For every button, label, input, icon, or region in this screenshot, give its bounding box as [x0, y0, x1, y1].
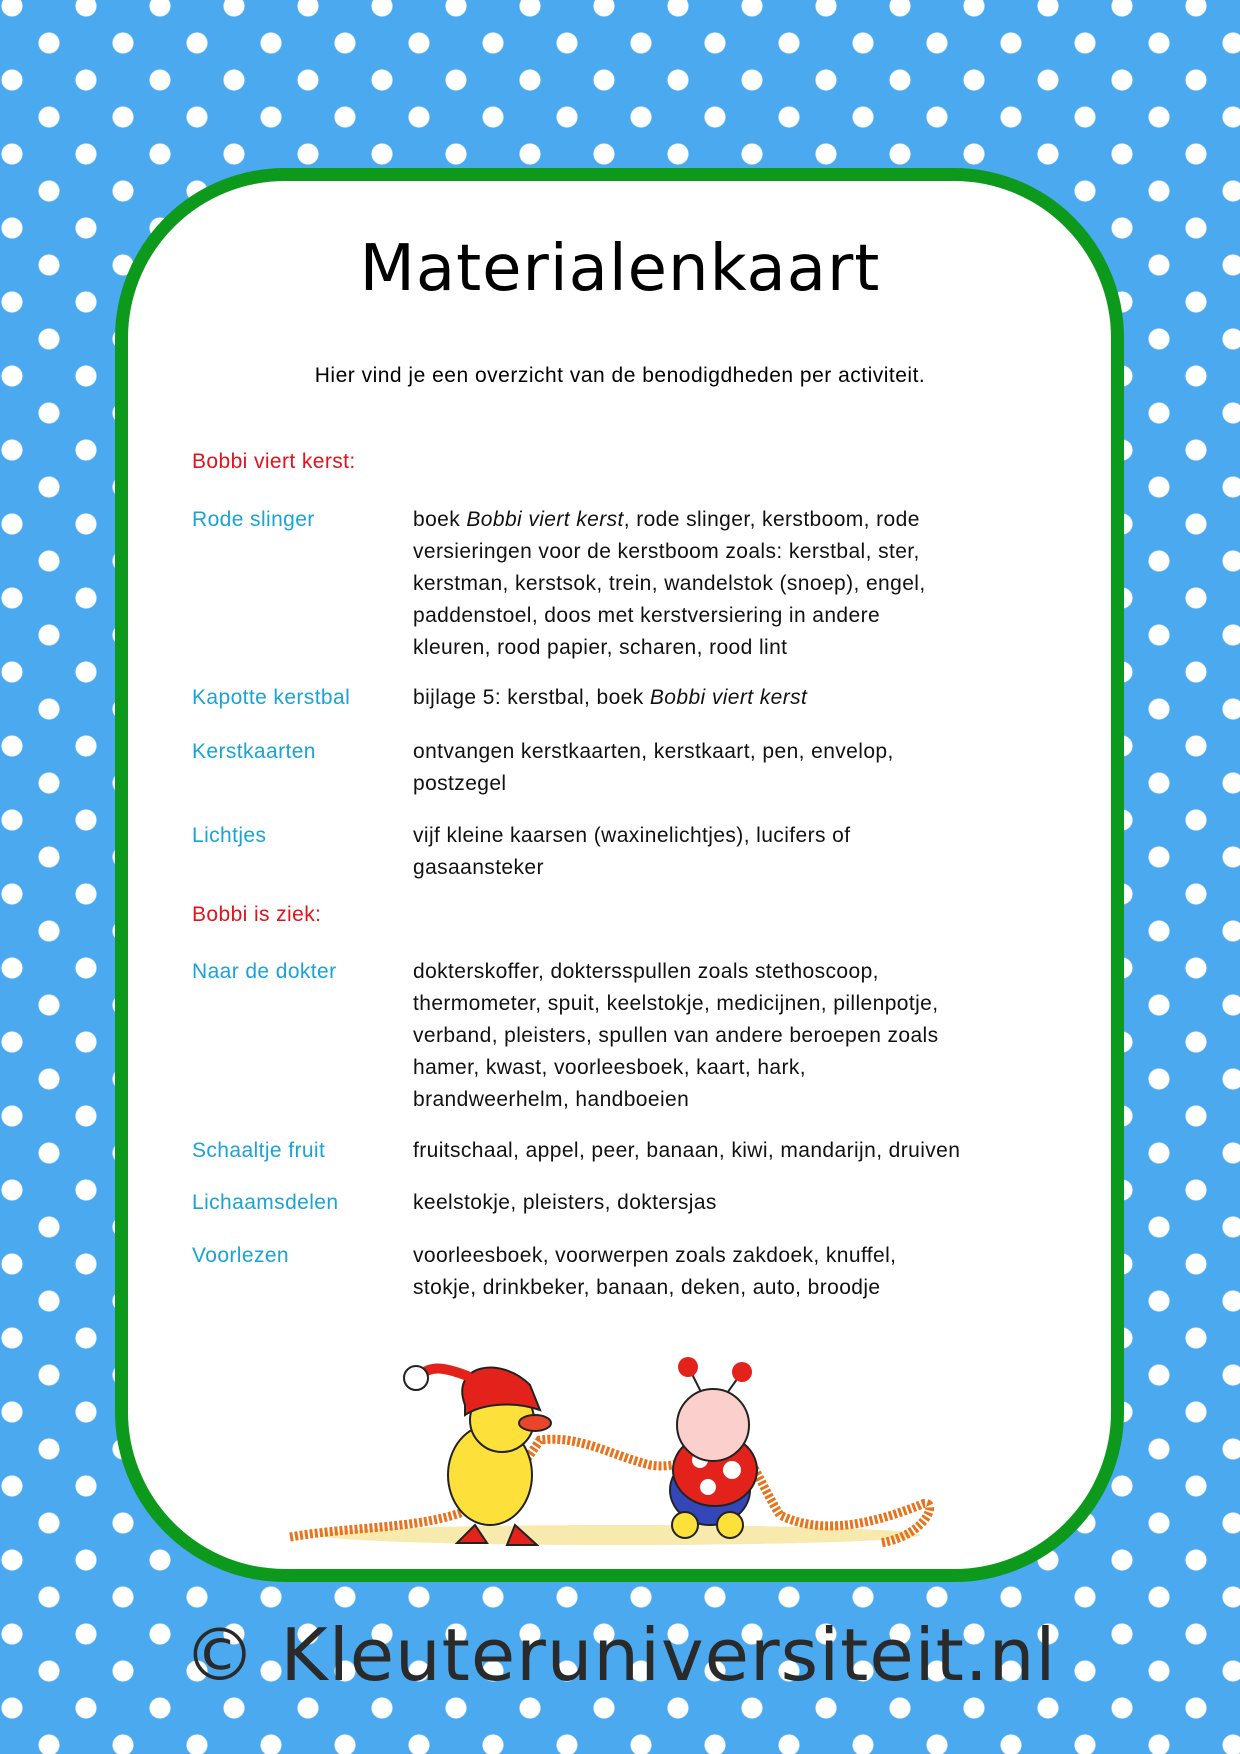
materials-line — [413, 1084, 1063, 1116]
activity-label: Lichtjes — [192, 824, 267, 847]
text-segment: boek — [413, 508, 467, 531]
text-segment: keelstokje, pleisters, doktersjas — [413, 1191, 717, 1214]
text-segment: hamer, kwast, voorleesboek, kaart, hark, — [413, 1056, 807, 1079]
materials-line — [413, 536, 1063, 568]
intro-text: Hier vind je een overzicht van de benodigdheden per activiteit. — [314, 364, 926, 387]
materials-line — [413, 768, 1063, 800]
materials-text — [413, 956, 1063, 1116]
materials-text — [413, 682, 1063, 714]
materials-line — [413, 820, 1063, 852]
activity-label: Naar de dokter — [192, 960, 337, 983]
text-segment: vijf kleine kaarsen (waxinelichtjes), lucifers of — [413, 824, 851, 847]
book-title: Bobbi viert kerst — [649, 686, 808, 709]
materials-line — [413, 600, 1063, 632]
ladybug — [670, 1357, 757, 1538]
materials-line — [413, 1240, 1063, 1272]
text-segment: dokterskoffer, doktersspullen zoals stethoscoop, — [413, 960, 879, 983]
activity-label: Schaaltje fruit — [192, 1139, 326, 1162]
text-segment: paddenstoel, doos met kerstversiering in andere — [413, 604, 881, 627]
activity-label: Kerstkaarten — [192, 740, 316, 763]
page-title: Materialenkaart — [359, 232, 881, 306]
materials-line — [413, 1187, 1063, 1219]
text-segment: brandweerhelm, handboeien — [413, 1088, 690, 1111]
materials-text — [413, 504, 1063, 664]
materials-line — [413, 1272, 1063, 1304]
text-segment: fruitschaal, appel, peer, banaan, kiwi, mandarijn, druiven — [413, 1139, 961, 1162]
activity-label: Voorlezen — [192, 1244, 290, 1267]
materials-line — [413, 852, 1063, 884]
section-heading: Bobbi is ziek: — [192, 903, 322, 926]
materials-text — [413, 736, 1063, 800]
activity-label: Rode slinger — [192, 508, 315, 531]
materials-line — [413, 1020, 1063, 1052]
text-segment: verband, pleisters, spullen van andere beroepen zoals — [413, 1024, 939, 1047]
materials-line — [413, 736, 1063, 768]
materials-text — [413, 1135, 1063, 1167]
text-segment: kerstman, kerstsok, trein, wandelstok (snoep), engel, — [413, 572, 926, 595]
text-segment: ontvangen kerstkaarten, kerstkaart, pen, envelop, — [413, 740, 894, 763]
text-segment: gasaansteker — [413, 856, 544, 879]
materials-line — [413, 956, 1063, 988]
materials-text — [413, 1187, 1063, 1219]
text-segment: stokje, drinkbeker, banaan, deken, auto, broodje — [413, 1276, 881, 1299]
section-heading: Bobbi viert kerst: — [192, 450, 356, 473]
text-segment: versieringen voor de kerstboom zoals: kerstbal, ster, — [413, 540, 920, 563]
text-segment: , rode slinger, kerstboom, rode — [623, 508, 920, 531]
materials-line — [413, 988, 1063, 1020]
text-segment: postzegel — [413, 772, 507, 795]
materials-line — [413, 504, 1063, 536]
activity-label: Lichaamsdelen — [192, 1191, 339, 1214]
materials-line — [413, 632, 1063, 664]
materials-line — [413, 1135, 1063, 1167]
materials-line — [413, 1052, 1063, 1084]
text-segment: thermometer, spuit, keelstokje, medicijnen, pillenpotje, — [413, 992, 939, 1015]
bobbi-christmas-illustration — [280, 1345, 960, 1560]
book-title: Bobbi viert kerst — [466, 508, 624, 531]
materials-line — [413, 568, 1063, 600]
materials-text — [413, 1240, 1063, 1304]
text-segment: kleuren, rood papier, scharen, rood lint — [413, 636, 788, 659]
materials-line — [413, 682, 1063, 714]
text-segment: voorleesboek, voorwerpen zoals zakdoek, knuffel, — [413, 1244, 897, 1267]
materials-text — [413, 820, 1063, 884]
text-segment: bijlage 5: kerstbal, boek — [413, 686, 650, 709]
activity-label: Kapotte kerstbal — [192, 686, 351, 709]
copyright-watermark: © Kleuteruniversiteit.nl — [183, 1613, 1057, 1697]
